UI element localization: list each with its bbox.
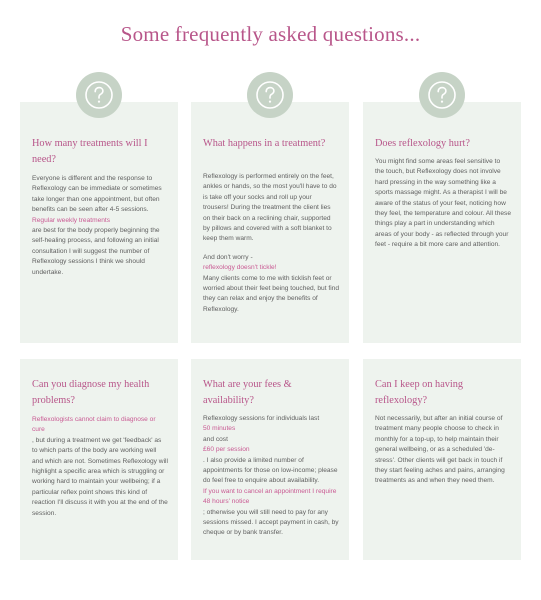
faq-answer [203, 414, 339, 539]
answer-text: Reflexology sessions for individuals last [203, 415, 320, 422]
faq-question: Does reflexology hurt? [375, 138, 470, 149]
answer-text: ; otherwise you will still need to pay for any sessions missed. I accept payment in cash, by cheque or by bank transfer. [203, 508, 339, 537]
page-title: Some frequently asked questions... [120, 22, 421, 46]
question-mark-icon [76, 72, 122, 118]
faq-card-keep-having [363, 359, 521, 560]
answer-text: And don't worry - [203, 253, 253, 261]
question-mark-icon [247, 72, 293, 118]
faq-answer [375, 157, 511, 251]
question-mark-icon [419, 72, 465, 118]
answer-text: , but during a treatment we get 'feedback' as to which parts of the body are working well and which are not. Sometimes Reflexology will highlight a specific area which is struggling or working hard to maintain your wellbeing; if a particular reflex point shows this kind of reaction I'll discuss it with you at the end of the session. [32, 436, 168, 517]
faq-question: What are your fees & availability? [203, 379, 292, 406]
answer-highlight: Reflexologists cannot claim to diagnose or cure [32, 416, 156, 434]
faq-question: Can I keep on having reflexology? [375, 379, 464, 406]
faq-card-treatments [20, 102, 178, 343]
answer-highlight: reflexology doesn't tickle! [203, 264, 277, 272]
faq-answer [375, 414, 511, 487]
faq-question: Can you diagnose my health problems? [32, 379, 150, 406]
answer-highlight: Regular weekly treatments [32, 216, 111, 224]
answer-text: Not necessarily, but after an initial course of treatment many people choose to check in monthly for a top-up, to help maintain their general wellbeing, or as a scheduled 'de-stress'. Other clients will get back in touch if they start feeling aches and pains, arranging treatments as and when they need them. [375, 415, 505, 485]
answer-highlight: If you want to cancel an appointment I require 48 hours' notice [203, 487, 337, 506]
faq-question: How many treatments will I need? [32, 138, 148, 165]
answer-text: are best for the body properly beginning the self-healing process, and following an initial consultation I will suggest the number of Reflexology sessions I think we should undertake. [32, 227, 160, 276]
faq-answer [32, 174, 168, 278]
answer-text: You might find some areas feel sensitive to the touch, but Reflexology does not involve hard pressing in the way something like a sports massage might. As a therapist I will be aware of the status of your feet, noticing how they feel, the temperature and colour. All these things play a part in understanding which areas of your body - as reflected through your feet - require a bit more care and attention. [375, 158, 511, 249]
answer-text: Many clients come to me with ticklish feet or worried about their feet being touched, but find they can relax and enjoy the benefits of Reflexology. [203, 274, 339, 313]
faq-answer [32, 415, 168, 519]
faq-card-hurt [363, 102, 521, 343]
faq-question: What happens in a treatment? [203, 138, 326, 149]
answer-text: Everyone is different and the response to Reflexology can be immediate or sometimes take longer than one appointment, but often benefits can be seen after 4-5 sessions. [32, 175, 162, 214]
answer-text: Reflexology is performed entirely on the feet, ankles or hands, so the most you'll have to do is take off your socks and roll up your trousers! During the treatment the client lies on their back on a reclining chair, supported by pillows and covered with a soft blanket to keep them warm. [203, 173, 337, 243]
faq-answer [203, 172, 339, 315]
faq-card-fees [191, 359, 349, 560]
answer-text: . I also provide a limited number of appointments for those on low-income; please do feel free to enquire about availability. [203, 456, 338, 485]
faq-card-diagnose [20, 359, 178, 560]
faq-card-what-happens [191, 102, 349, 343]
answer-highlight: 50 minutes [203, 425, 236, 433]
answer-highlight: £60 per session [203, 446, 250, 454]
answer-text: and cost [203, 435, 228, 443]
